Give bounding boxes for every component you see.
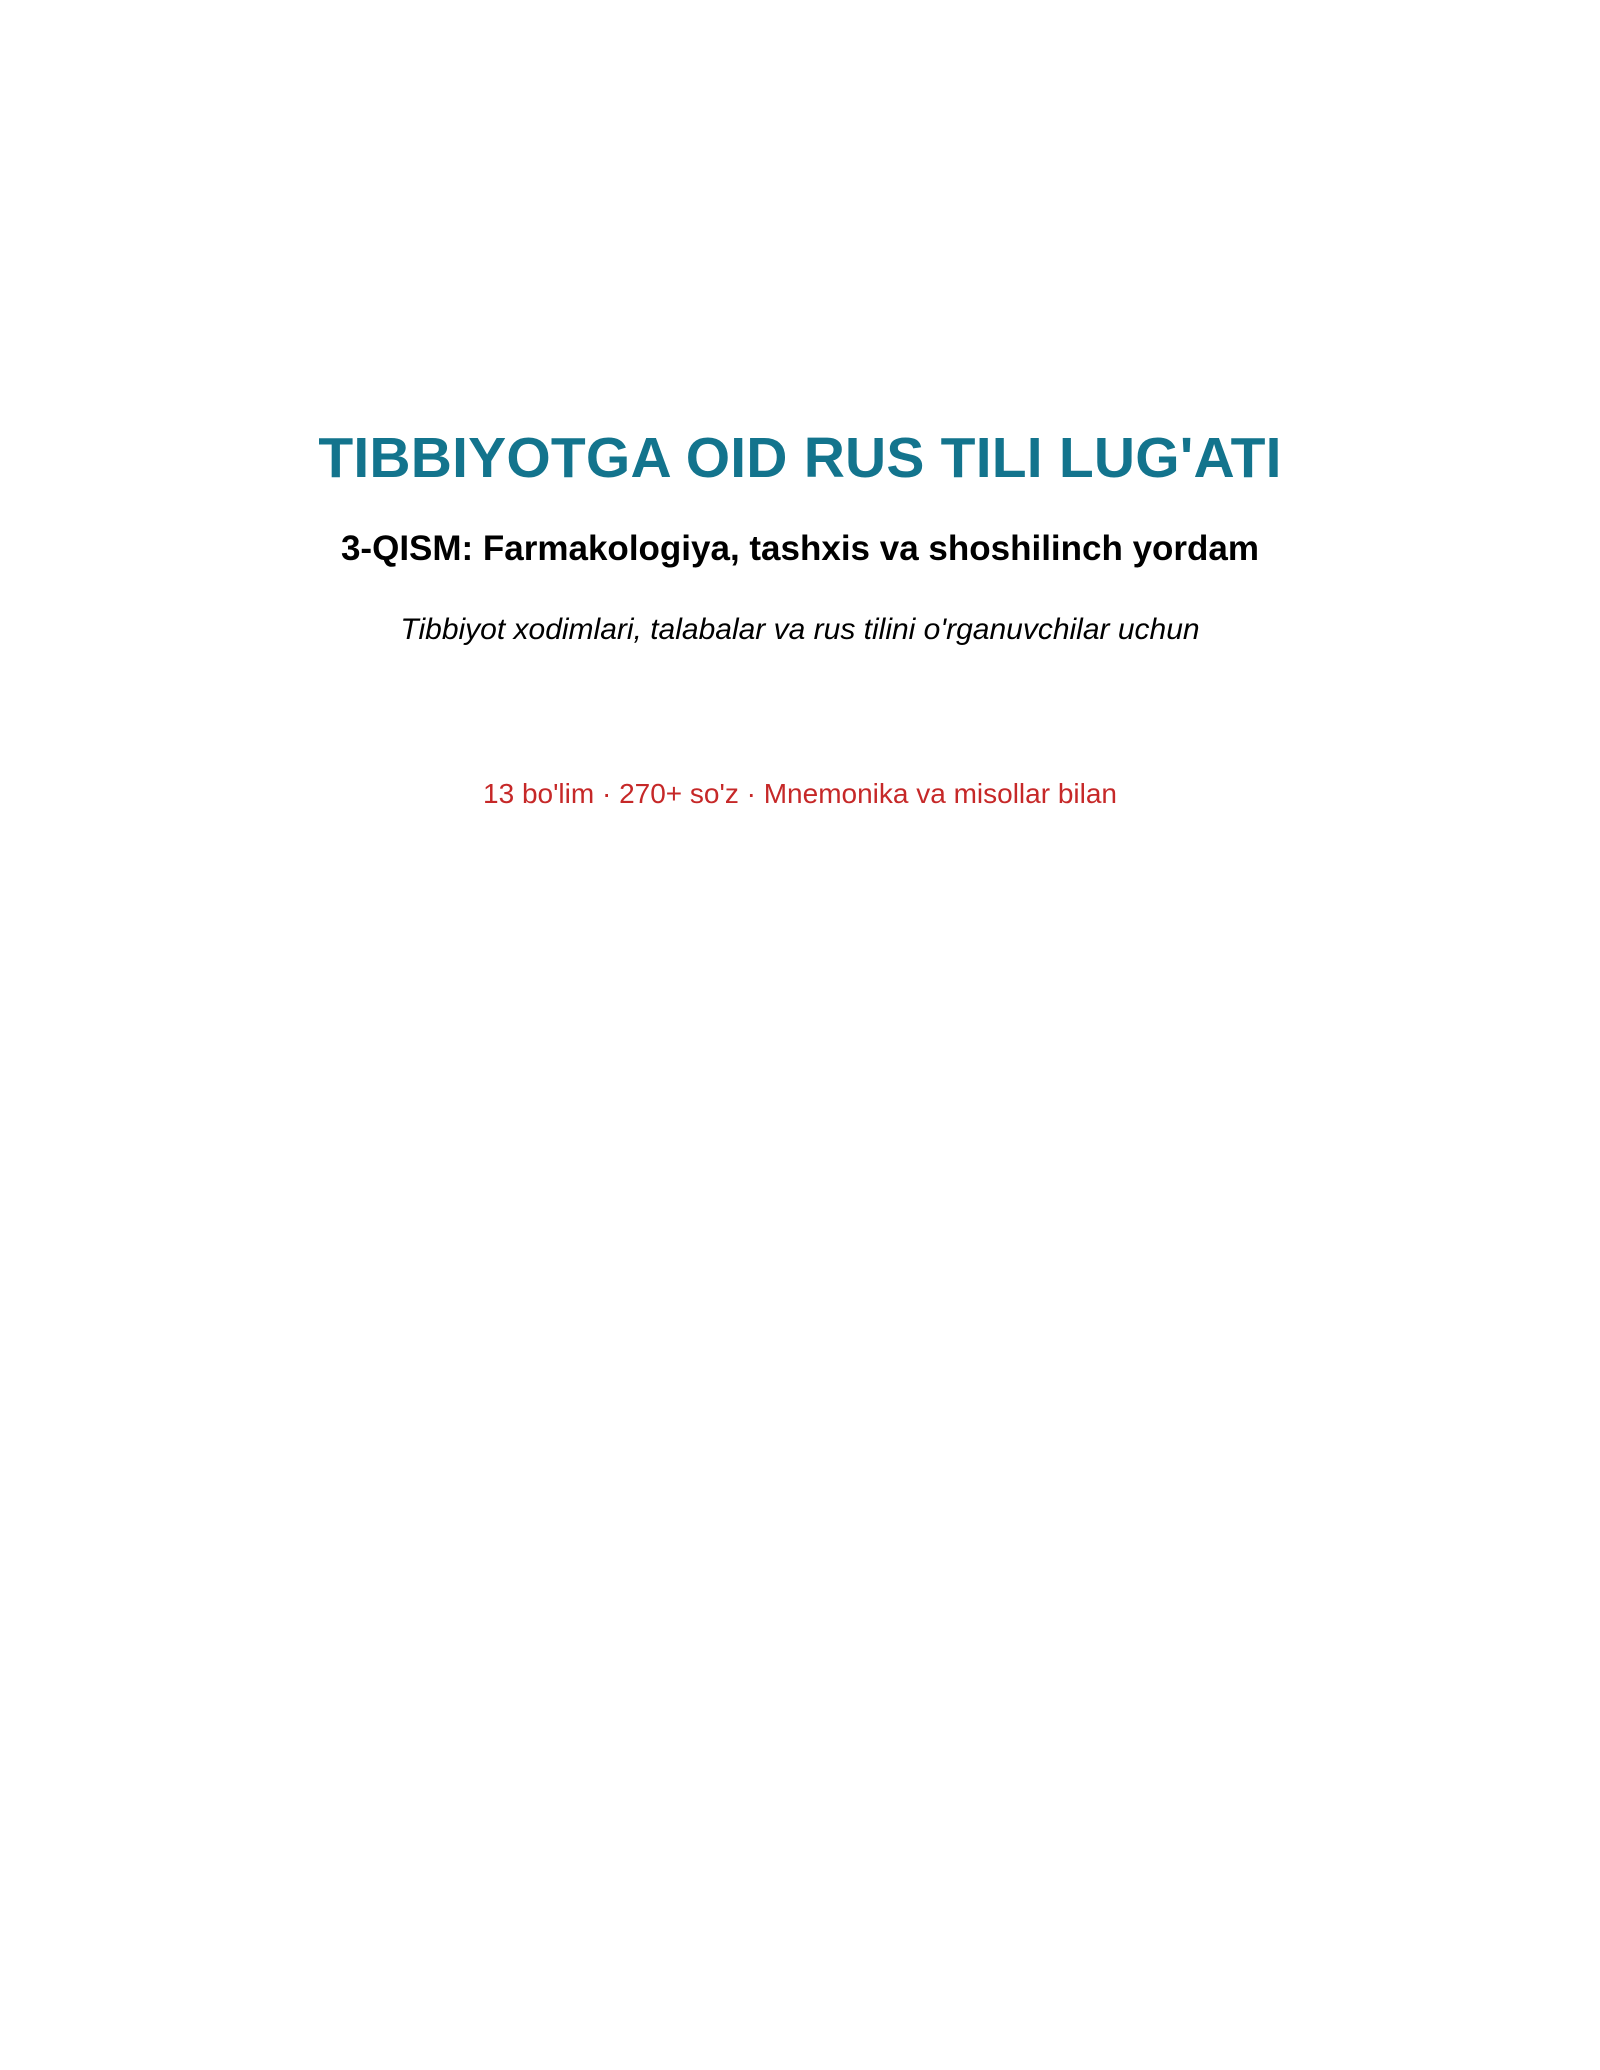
- title-block: [0, 418, 1600, 498]
- document-meta-line: 13 bo'lim · 270+ so'z · Mnemonika va misollar bilan: [483, 778, 1117, 809]
- document-title: TIBBIYOTGA OID RUS TILI LUG'ATI: [318, 426, 1282, 490]
- document-subtitle: 3-QISM: Farmakologiya, tashxis va shoshilinch yordam: [340, 529, 1260, 568]
- document-audience-line: Tibbiyot xodimlari, talabalar va rus tilini o'rganuvchilar uchun: [400, 613, 1200, 646]
